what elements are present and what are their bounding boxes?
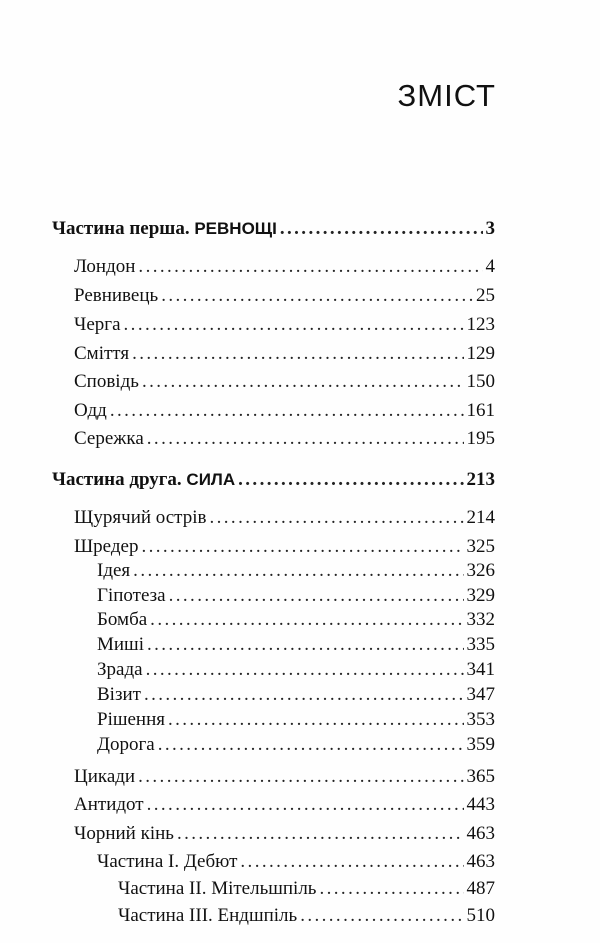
- toc-page-number: 123: [466, 314, 495, 335]
- toc-label: Одд: [74, 400, 107, 421]
- toc-label: Частина ІІ. Мітельшпіль: [118, 878, 317, 899]
- dot-leader: [142, 370, 464, 394]
- toc-entry[interactable]: [118, 904, 495, 928]
- toc-entry[interactable]: [97, 683, 495, 707]
- dot-leader: [169, 584, 464, 608]
- toc-entry[interactable]: [74, 765, 495, 789]
- dot-leader: [141, 535, 463, 559]
- toc-label: Частина перша.: [52, 218, 195, 239]
- toc-page-number: 214: [466, 507, 495, 528]
- toc-entry[interactable]: [97, 633, 495, 657]
- toc-page-number: 195: [466, 428, 495, 449]
- toc-entry[interactable]: [74, 793, 495, 817]
- toc-entry[interactable]: [74, 284, 495, 308]
- dot-leader: [300, 904, 463, 928]
- dot-leader: [124, 313, 464, 337]
- dot-leader: [158, 733, 464, 757]
- toc-label: Лондон: [74, 256, 136, 277]
- dot-leader: [138, 765, 463, 789]
- toc-page-number: 341: [466, 659, 495, 680]
- toc-page-number: 365: [466, 766, 495, 787]
- toc-label: Чорний кінь: [74, 823, 174, 844]
- dot-leader: [144, 683, 464, 707]
- dot-leader: [147, 427, 464, 451]
- toc-label: Частина друга.: [52, 469, 187, 490]
- toc-entry[interactable]: [74, 506, 495, 530]
- toc-label: Частина І. Дебют: [97, 851, 238, 872]
- toc-page-number: 443: [466, 794, 495, 815]
- toc-label: Миші: [97, 634, 144, 655]
- toc-entry-part-2[interactable]: [52, 468, 495, 492]
- toc-page-number: 335: [466, 634, 495, 655]
- toc-entry[interactable]: [74, 399, 495, 423]
- toc-entry[interactable]: [74, 313, 495, 337]
- toc-entry[interactable]: [74, 427, 495, 451]
- dot-leader: [238, 468, 463, 492]
- toc-page-number: 4: [485, 256, 495, 277]
- toc-label: Черга: [74, 314, 121, 335]
- toc-label: Сміття: [74, 343, 130, 364]
- toc-entry[interactable]: [74, 822, 495, 846]
- toc-label: Цикади: [74, 766, 136, 787]
- dot-leader: [161, 284, 473, 308]
- toc-page-number: 129: [466, 343, 495, 364]
- toc-label: Візит: [97, 684, 141, 705]
- dot-leader: [150, 608, 463, 632]
- dot-leader: [240, 850, 463, 874]
- toc-entry[interactable]: [74, 342, 495, 366]
- toc-page-number: 359: [466, 734, 495, 755]
- toc-entry[interactable]: [97, 708, 495, 732]
- toc-entry[interactable]: [97, 608, 495, 632]
- toc-label: Гіпотеза: [97, 585, 166, 606]
- toc-page-number: 463: [466, 851, 495, 872]
- toc-label-caps: СИЛА: [186, 470, 236, 489]
- toc-label: Рішення: [97, 709, 165, 730]
- dot-leader: [319, 877, 463, 901]
- toc-label-caps: РЕВНОЩІ: [194, 219, 277, 238]
- toc-page-number: 487: [466, 878, 495, 899]
- dot-leader: [209, 506, 463, 530]
- toc-label: Частина ІІІ. Ендшпіль: [118, 905, 298, 926]
- toc-page-number: 353: [466, 709, 495, 730]
- toc-page-number: 329: [466, 585, 495, 606]
- toc-label: Ідея: [97, 560, 131, 581]
- toc-entry[interactable]: [97, 584, 495, 608]
- dot-leader: [147, 633, 464, 657]
- dot-leader: [138, 255, 482, 279]
- toc-page-number: 510: [466, 905, 495, 926]
- toc-label: Антидот: [74, 794, 144, 815]
- toc-label: Бомба: [97, 609, 148, 630]
- toc-page-number: 326: [466, 560, 495, 581]
- toc-page-number: 161: [466, 400, 495, 421]
- dot-leader: [147, 793, 464, 817]
- toc-label: Ревнивець: [74, 285, 159, 306]
- toc-label: Сережка: [74, 428, 144, 449]
- toc-page-number: 150: [466, 371, 495, 392]
- toc-label: Дорога: [97, 734, 155, 755]
- toc-page-number: 3: [485, 218, 495, 239]
- toc-page-number: 25: [476, 285, 495, 306]
- dot-leader: [168, 708, 464, 732]
- toc-label: Шредер: [74, 536, 139, 557]
- toc-entry[interactable]: [118, 877, 495, 901]
- toc-entry[interactable]: [97, 658, 495, 682]
- dot-leader: [146, 658, 464, 682]
- dot-leader: [110, 399, 464, 423]
- toc-page-number: 325: [466, 536, 495, 557]
- toc-entry[interactable]: [97, 733, 495, 757]
- toc-page-number: 347: [466, 684, 495, 705]
- toc-entry[interactable]: [74, 370, 495, 394]
- toc-entry[interactable]: [74, 535, 495, 559]
- toc-label: Сповідь: [74, 371, 139, 392]
- toc-entry[interactable]: [74, 255, 495, 279]
- toc-label: Зрада: [97, 659, 143, 680]
- toc-label: Щурячий острів: [74, 507, 207, 528]
- toc-page-number: 463: [466, 823, 495, 844]
- contents-heading: ЗМІСТ: [397, 78, 496, 113]
- toc-page-number: 332: [466, 609, 495, 630]
- dot-leader: [280, 217, 483, 241]
- dot-leader: [177, 822, 464, 846]
- dot-leader: [133, 559, 463, 583]
- toc-page-number: 213: [466, 469, 495, 490]
- dot-leader: [132, 342, 463, 366]
- toc-entry[interactable]: [97, 850, 495, 874]
- toc-entry[interactable]: [97, 559, 495, 583]
- toc-entry-part-1[interactable]: [52, 217, 495, 241]
